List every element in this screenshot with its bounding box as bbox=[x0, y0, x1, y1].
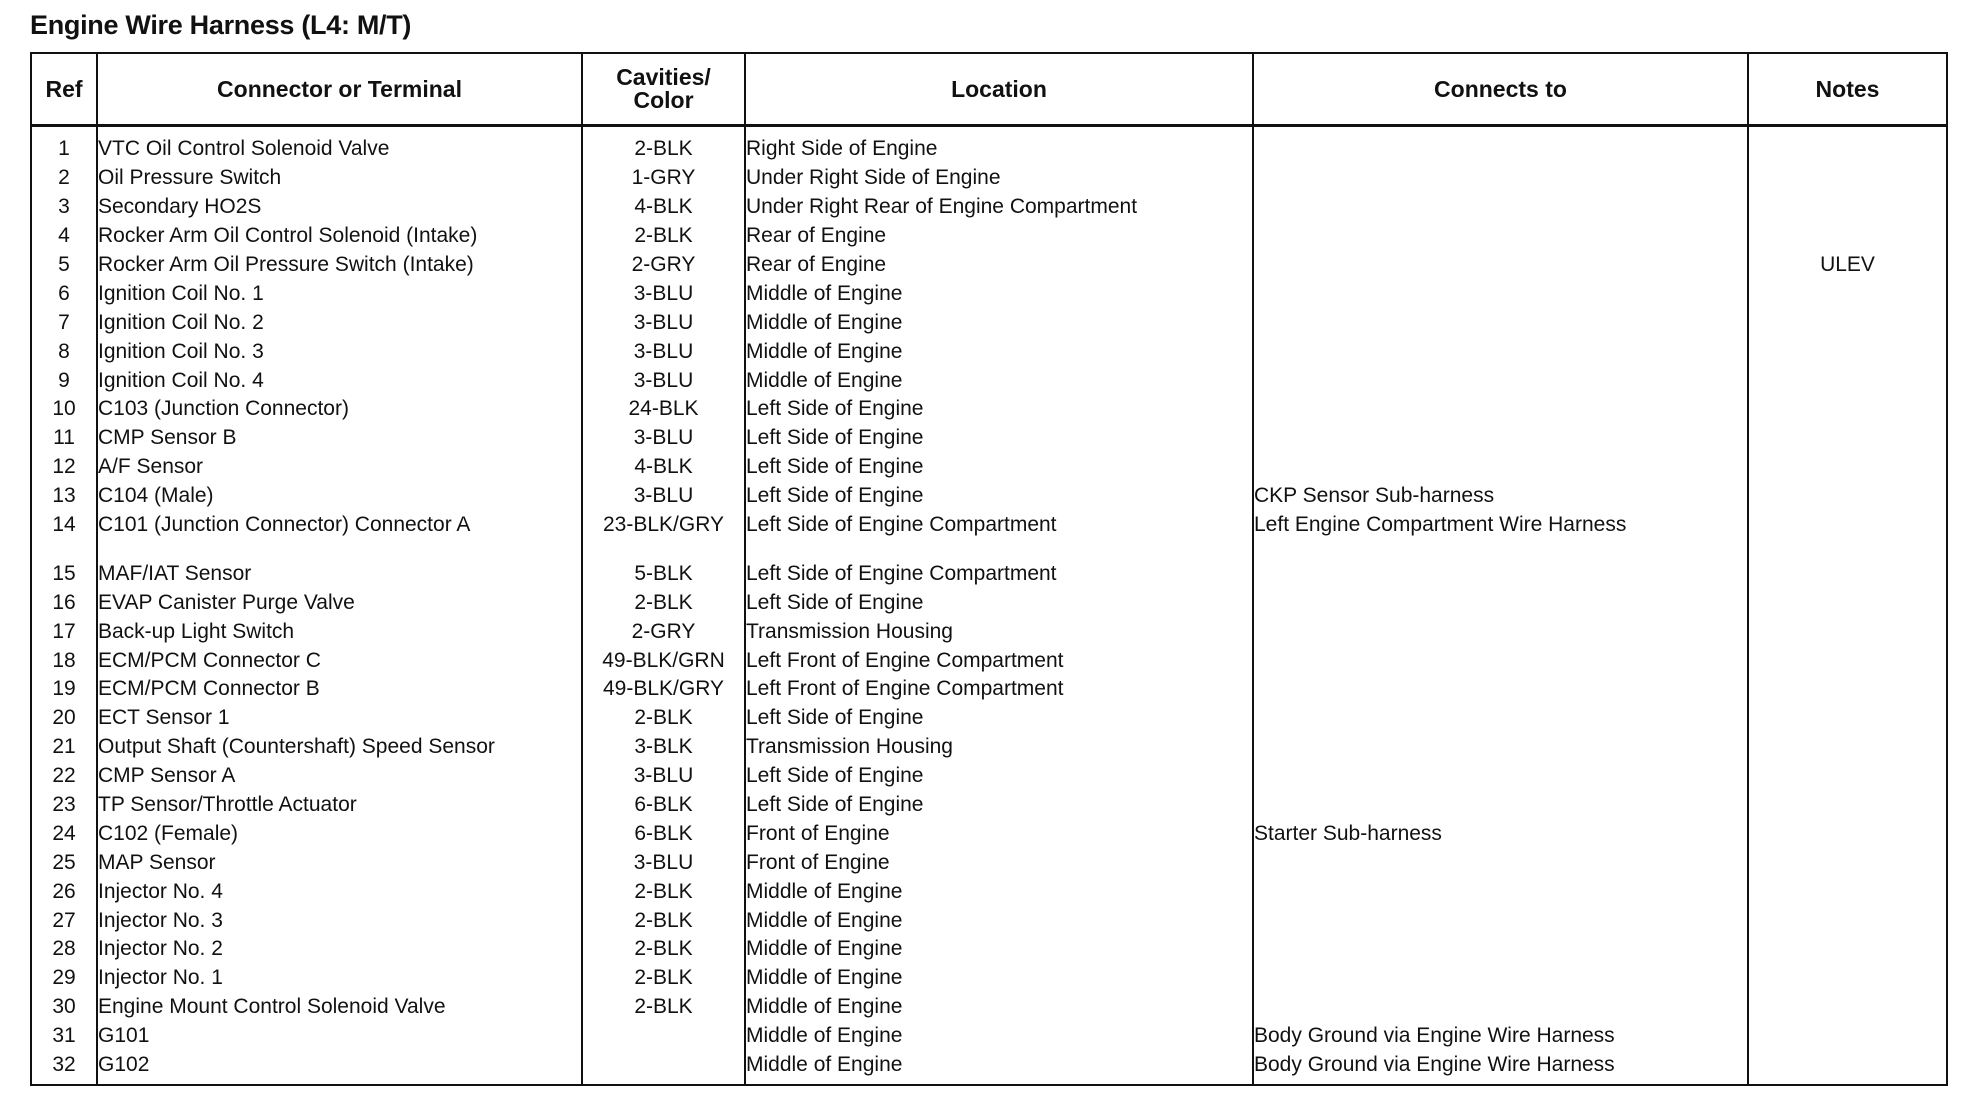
header-connector: Connector or Terminal bbox=[97, 53, 582, 126]
table-row bbox=[31, 126, 1947, 164]
ref-cell: 32 bbox=[31, 1051, 97, 1085]
ref-cell: 30 bbox=[31, 993, 97, 1022]
location-cell: Middle of Engine bbox=[745, 906, 1253, 935]
connects-to-cell: Body Ground via Engine Wire Harness bbox=[1253, 1022, 1748, 1051]
notes-cell bbox=[1748, 646, 1947, 675]
table-row bbox=[31, 1051, 1947, 1085]
connects-to-cell bbox=[1253, 424, 1748, 453]
table-row bbox=[31, 964, 1947, 993]
connector-cell: Ignition Coil No. 3 bbox=[97, 337, 582, 366]
notes-cell bbox=[1748, 848, 1947, 877]
connects-to-cell bbox=[1253, 906, 1748, 935]
ref-cell: 14 bbox=[31, 511, 97, 560]
connects-to-cell bbox=[1253, 588, 1748, 617]
connects-to-cell bbox=[1253, 935, 1748, 964]
ref-cell: 18 bbox=[31, 646, 97, 675]
ref-cell: 28 bbox=[31, 935, 97, 964]
cavities-color-cell: 6-BLK bbox=[582, 791, 745, 820]
connector-cell: Injector No. 3 bbox=[97, 906, 582, 935]
header-connects-to: Connects to bbox=[1253, 53, 1748, 126]
ref-cell: 24 bbox=[31, 819, 97, 848]
location-cell: Middle of Engine bbox=[745, 366, 1253, 395]
connector-cell: CMP Sensor B bbox=[97, 424, 582, 453]
connects-to-cell bbox=[1253, 222, 1748, 251]
location-cell: Rear of Engine bbox=[745, 222, 1253, 251]
location-cell: Left Side of Engine bbox=[745, 395, 1253, 424]
cavities-color-cell: 2-BLK bbox=[582, 906, 745, 935]
notes-cell bbox=[1748, 733, 1947, 762]
connects-to-cell bbox=[1253, 366, 1748, 395]
connector-cell: Injector No. 4 bbox=[97, 877, 582, 906]
table-row bbox=[31, 559, 1947, 588]
ref-cell: 20 bbox=[31, 704, 97, 733]
location-cell: Middle of Engine bbox=[745, 935, 1253, 964]
table-row bbox=[31, 733, 1947, 762]
table-row bbox=[31, 791, 1947, 820]
connects-to-cell bbox=[1253, 251, 1748, 280]
connector-cell: Injector No. 2 bbox=[97, 935, 582, 964]
location-cell: Left Side of Engine bbox=[745, 704, 1253, 733]
cavities-color-cell: 3-BLU bbox=[582, 424, 745, 453]
connector-cell: MAF/IAT Sensor bbox=[97, 559, 582, 588]
header-cavities-line2: Color bbox=[633, 87, 694, 113]
cavities-color-cell: 3-BLU bbox=[582, 482, 745, 511]
cavities-color-cell: 2-BLK bbox=[582, 704, 745, 733]
location-cell: Left Side of Engine bbox=[745, 424, 1253, 453]
location-cell: Left Side of Engine bbox=[745, 791, 1253, 820]
ref-cell: 29 bbox=[31, 964, 97, 993]
connector-cell: Back-up Light Switch bbox=[97, 617, 582, 646]
location-cell: Left Side of Engine bbox=[745, 482, 1253, 511]
connector-cell: Rocker Arm Oil Control Solenoid (Intake) bbox=[97, 222, 582, 251]
location-cell: Left Side of Engine bbox=[745, 453, 1253, 482]
ref-cell: 1 bbox=[31, 126, 97, 164]
connector-cell: Ignition Coil No. 2 bbox=[97, 308, 582, 337]
connects-to-cell bbox=[1253, 617, 1748, 646]
connector-cell: C102 (Female) bbox=[97, 819, 582, 848]
location-cell: Middle of Engine bbox=[745, 279, 1253, 308]
cavities-color-cell: 3-BLU bbox=[582, 848, 745, 877]
location-cell: Middle of Engine bbox=[745, 877, 1253, 906]
cavities-color-cell: 49-BLK/GRY bbox=[582, 675, 745, 704]
header-ref: Ref bbox=[31, 53, 97, 126]
location-cell: Front of Engine bbox=[745, 819, 1253, 848]
table-row bbox=[31, 617, 1947, 646]
notes-cell bbox=[1748, 964, 1947, 993]
notes-cell bbox=[1748, 588, 1947, 617]
location-cell: Middle of Engine bbox=[745, 308, 1253, 337]
connector-cell: A/F Sensor bbox=[97, 453, 582, 482]
notes-cell bbox=[1748, 935, 1947, 964]
table-row bbox=[31, 164, 1947, 193]
location-cell: Rear of Engine bbox=[745, 251, 1253, 280]
notes-cell bbox=[1748, 126, 1947, 164]
connector-cell: TP Sensor/Throttle Actuator bbox=[97, 791, 582, 820]
ref-cell: 27 bbox=[31, 906, 97, 935]
cavities-color-cell: 2-GRY bbox=[582, 617, 745, 646]
connects-to-cell bbox=[1253, 164, 1748, 193]
cavities-color-cell: 2-BLK bbox=[582, 935, 745, 964]
table-row bbox=[31, 704, 1947, 733]
table-row bbox=[31, 675, 1947, 704]
ref-cell: 13 bbox=[31, 482, 97, 511]
connector-cell: C101 (Junction Connector) Connector A bbox=[97, 511, 582, 560]
location-cell: Left Front of Engine Compartment bbox=[745, 675, 1253, 704]
connects-to-cell bbox=[1253, 279, 1748, 308]
location-cell: Middle of Engine bbox=[745, 1022, 1253, 1051]
cavities-color-cell: 3-BLU bbox=[582, 337, 745, 366]
connects-to-cell: Left Engine Compartment Wire Harness bbox=[1253, 511, 1748, 560]
table-row bbox=[31, 993, 1947, 1022]
page-title: Engine Wire Harness (L4: M/T) bbox=[30, 10, 412, 40]
connects-to-cell bbox=[1253, 733, 1748, 762]
header-row bbox=[31, 53, 1947, 126]
notes-cell bbox=[1748, 164, 1947, 193]
connects-to-cell bbox=[1253, 395, 1748, 424]
location-cell: Front of Engine bbox=[745, 848, 1253, 877]
ref-cell: 16 bbox=[31, 588, 97, 617]
connects-to-cell bbox=[1253, 453, 1748, 482]
ref-cell: 3 bbox=[31, 193, 97, 222]
cavities-color-cell: 23-BLK/GRY bbox=[582, 511, 745, 560]
cavities-color-cell bbox=[582, 1022, 745, 1051]
notes-cell bbox=[1748, 366, 1947, 395]
notes-cell bbox=[1748, 193, 1947, 222]
location-cell: Right Side of Engine bbox=[745, 126, 1253, 164]
location-cell: Middle of Engine bbox=[745, 337, 1253, 366]
cavities-color-cell: 2-BLK bbox=[582, 126, 745, 164]
location-cell: Middle of Engine bbox=[745, 964, 1253, 993]
table-row bbox=[31, 222, 1947, 251]
location-cell: Left Side of Engine bbox=[745, 762, 1253, 791]
connects-to-cell bbox=[1253, 993, 1748, 1022]
table-row bbox=[31, 588, 1947, 617]
table-row bbox=[31, 395, 1947, 424]
cavities-color-cell: 2-BLK bbox=[582, 877, 745, 906]
notes-cell bbox=[1748, 819, 1947, 848]
connector-cell: ECM/PCM Connector C bbox=[97, 646, 582, 675]
connector-cell: Output Shaft (Countershaft) Speed Sensor bbox=[97, 733, 582, 762]
cavities-color-cell: 49-BLK/GRN bbox=[582, 646, 745, 675]
notes-cell bbox=[1748, 559, 1947, 588]
cavities-color-cell: 1-GRY bbox=[582, 164, 745, 193]
cavities-color-cell: 2-BLK bbox=[582, 964, 745, 993]
location-cell: Left Side of Engine Compartment bbox=[745, 511, 1253, 560]
location-cell: Middle of Engine bbox=[745, 993, 1253, 1022]
ref-cell: 4 bbox=[31, 222, 97, 251]
notes-cell bbox=[1748, 308, 1947, 337]
notes-cell bbox=[1748, 511, 1947, 560]
notes-cell bbox=[1748, 1022, 1947, 1051]
cavities-color-cell: 2-BLK bbox=[582, 993, 745, 1022]
table-row bbox=[31, 935, 1947, 964]
connects-to-cell bbox=[1253, 704, 1748, 733]
table-row bbox=[31, 511, 1947, 560]
location-cell: Left Front of Engine Compartment bbox=[745, 646, 1253, 675]
table-row bbox=[31, 366, 1947, 395]
connector-cell: Ignition Coil No. 1 bbox=[97, 279, 582, 308]
connector-cell: ECM/PCM Connector B bbox=[97, 675, 582, 704]
notes-cell bbox=[1748, 1051, 1947, 1085]
cavities-color-cell: 3-BLU bbox=[582, 762, 745, 791]
notes-cell bbox=[1748, 453, 1947, 482]
table-row bbox=[31, 453, 1947, 482]
ref-cell: 9 bbox=[31, 366, 97, 395]
table-row bbox=[31, 251, 1947, 280]
table-row bbox=[31, 819, 1947, 848]
ref-cell: 10 bbox=[31, 395, 97, 424]
notes-cell bbox=[1748, 395, 1947, 424]
cavities-color-cell: 2-BLK bbox=[582, 222, 745, 251]
cavities-color-cell: 3-BLK bbox=[582, 733, 745, 762]
notes-cell bbox=[1748, 704, 1947, 733]
ref-cell: 8 bbox=[31, 337, 97, 366]
table-row bbox=[31, 279, 1947, 308]
connector-cell: VTC Oil Control Solenoid Valve bbox=[97, 126, 582, 164]
notes-cell bbox=[1748, 617, 1947, 646]
ref-cell: 11 bbox=[31, 424, 97, 453]
header-notes: Notes bbox=[1748, 53, 1947, 126]
connects-to-cell: CKP Sensor Sub-harness bbox=[1253, 482, 1748, 511]
connects-to-cell bbox=[1253, 877, 1748, 906]
connector-cell: MAP Sensor bbox=[97, 848, 582, 877]
connector-cell: CMP Sensor A bbox=[97, 762, 582, 791]
cavities-color-cell bbox=[582, 1051, 745, 1085]
ref-cell: 26 bbox=[31, 877, 97, 906]
cavities-color-cell: 24-BLK bbox=[582, 395, 745, 424]
ref-cell: 23 bbox=[31, 791, 97, 820]
connects-to-cell: Body Ground via Engine Wire Harness bbox=[1253, 1051, 1748, 1085]
connector-cell: Oil Pressure Switch bbox=[97, 164, 582, 193]
connector-cell: C103 (Junction Connector) bbox=[97, 395, 582, 424]
ref-cell: 19 bbox=[31, 675, 97, 704]
table-row bbox=[31, 906, 1947, 935]
connector-cell: EVAP Canister Purge Valve bbox=[97, 588, 582, 617]
header-cavities-line1: Cavities/ bbox=[616, 64, 711, 90]
table-row bbox=[31, 424, 1947, 453]
harness-table bbox=[30, 52, 1948, 1086]
table-row bbox=[31, 337, 1947, 366]
connector-cell: G102 bbox=[97, 1051, 582, 1085]
notes-cell bbox=[1748, 222, 1947, 251]
table-row bbox=[31, 848, 1947, 877]
location-cell: Transmission Housing bbox=[745, 617, 1253, 646]
ref-cell: 2 bbox=[31, 164, 97, 193]
connector-cell: Secondary HO2S bbox=[97, 193, 582, 222]
notes-cell bbox=[1748, 424, 1947, 453]
connects-to-cell bbox=[1253, 559, 1748, 588]
connects-to-cell bbox=[1253, 646, 1748, 675]
ref-cell: 15 bbox=[31, 559, 97, 588]
location-cell: Under Right Rear of Engine Compartment bbox=[745, 193, 1253, 222]
table-row bbox=[31, 646, 1947, 675]
cavities-color-cell: 2-GRY bbox=[582, 251, 745, 280]
notes-cell bbox=[1748, 877, 1947, 906]
notes-cell bbox=[1748, 993, 1947, 1022]
connects-to-cell: Starter Sub-harness bbox=[1253, 819, 1748, 848]
ref-cell: 7 bbox=[31, 308, 97, 337]
connects-to-cell bbox=[1253, 308, 1748, 337]
location-cell: Left Side of Engine Compartment bbox=[745, 559, 1253, 588]
cavities-color-cell: 3-BLU bbox=[582, 279, 745, 308]
connects-to-cell bbox=[1253, 126, 1748, 164]
table-row bbox=[31, 877, 1947, 906]
connector-cell: G101 bbox=[97, 1022, 582, 1051]
cavities-color-cell: 3-BLU bbox=[582, 308, 745, 337]
connects-to-cell bbox=[1253, 848, 1748, 877]
location-cell: Middle of Engine bbox=[745, 1051, 1253, 1085]
cavities-color-cell: 4-BLK bbox=[582, 453, 745, 482]
connector-cell: Injector No. 1 bbox=[97, 964, 582, 993]
table-row bbox=[31, 193, 1947, 222]
table-row bbox=[31, 482, 1947, 511]
connects-to-cell bbox=[1253, 193, 1748, 222]
header-cavities bbox=[582, 53, 745, 126]
notes-cell bbox=[1748, 337, 1947, 366]
notes-cell bbox=[1748, 791, 1947, 820]
ref-cell: 31 bbox=[31, 1022, 97, 1051]
notes-cell: ULEV bbox=[1748, 251, 1947, 280]
ref-cell: 12 bbox=[31, 453, 97, 482]
connects-to-cell bbox=[1253, 791, 1748, 820]
connects-to-cell bbox=[1253, 964, 1748, 993]
connects-to-cell bbox=[1253, 675, 1748, 704]
notes-cell bbox=[1748, 279, 1947, 308]
ref-cell: 21 bbox=[31, 733, 97, 762]
cavities-color-cell: 4-BLK bbox=[582, 193, 745, 222]
ref-cell: 22 bbox=[31, 762, 97, 791]
header-location: Location bbox=[745, 53, 1253, 126]
connector-cell: ECT Sensor 1 bbox=[97, 704, 582, 733]
ref-cell: 17 bbox=[31, 617, 97, 646]
location-cell: Transmission Housing bbox=[745, 733, 1253, 762]
connector-cell: Engine Mount Control Solenoid Valve bbox=[97, 993, 582, 1022]
connector-cell: C104 (Male) bbox=[97, 482, 582, 511]
cavities-color-cell: 2-BLK bbox=[582, 588, 745, 617]
table-row bbox=[31, 762, 1947, 791]
table-row bbox=[31, 308, 1947, 337]
ref-cell: 25 bbox=[31, 848, 97, 877]
notes-cell bbox=[1748, 482, 1947, 511]
connects-to-cell bbox=[1253, 337, 1748, 366]
connector-cell: Rocker Arm Oil Pressure Switch (Intake) bbox=[97, 251, 582, 280]
cavities-color-cell: 5-BLK bbox=[582, 559, 745, 588]
connector-cell: Ignition Coil No. 4 bbox=[97, 366, 582, 395]
notes-cell bbox=[1748, 762, 1947, 791]
ref-cell: 6 bbox=[31, 279, 97, 308]
cavities-color-cell: 3-BLU bbox=[582, 366, 745, 395]
table-row bbox=[31, 1022, 1947, 1051]
location-cell: Left Side of Engine bbox=[745, 588, 1253, 617]
connects-to-cell bbox=[1253, 762, 1748, 791]
notes-cell bbox=[1748, 675, 1947, 704]
cavities-color-cell: 6-BLK bbox=[582, 819, 745, 848]
location-cell: Under Right Side of Engine bbox=[745, 164, 1253, 193]
notes-cell bbox=[1748, 906, 1947, 935]
ref-cell: 5 bbox=[31, 251, 97, 280]
